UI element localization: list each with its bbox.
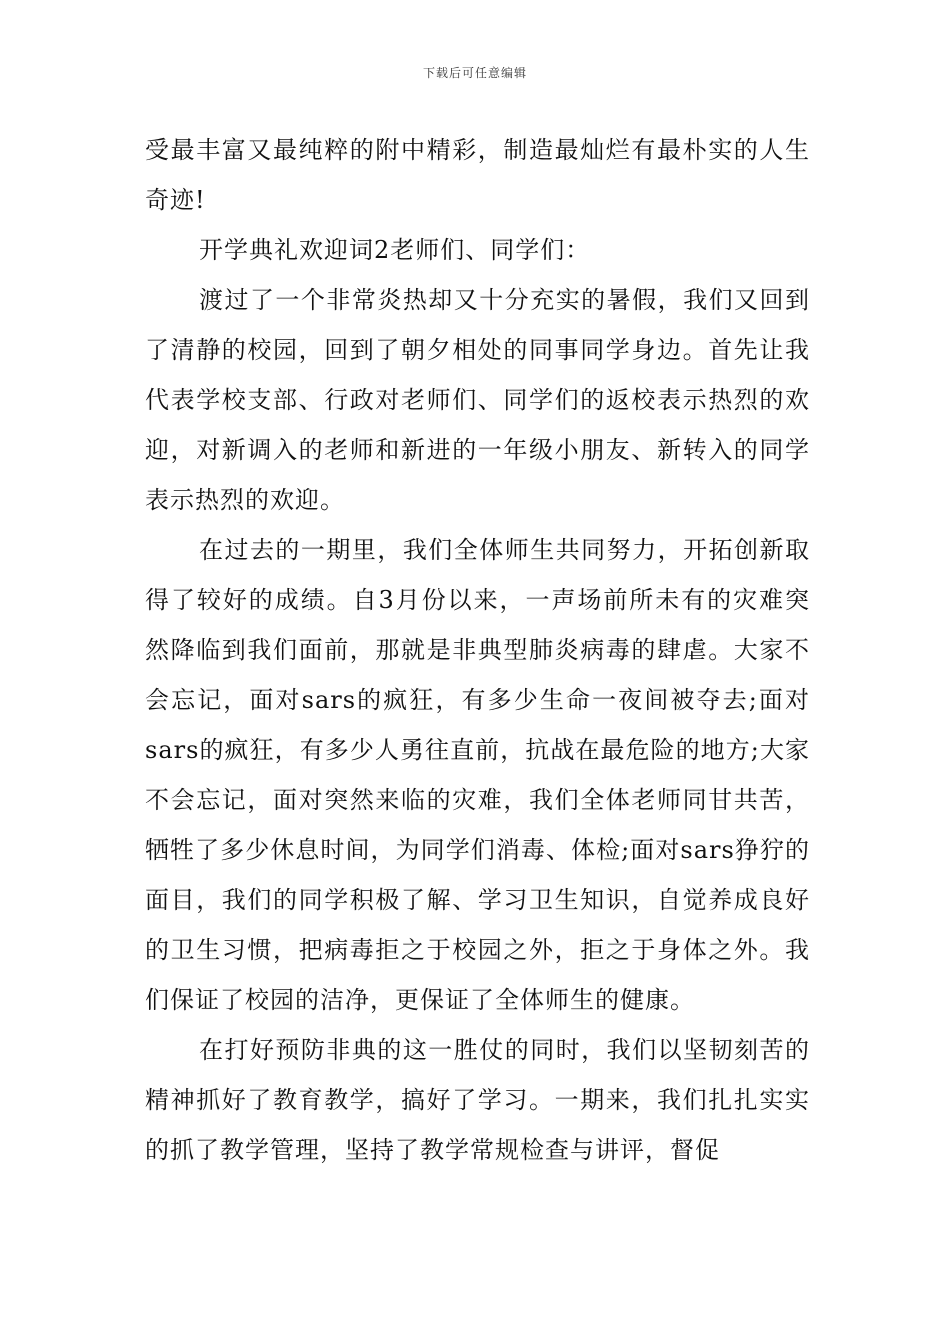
paragraph: 在过去的一期里，我们全体师生共同努力，开拓创新取得了较好的成绩。自3月份以来，一声场前所未有的灾难突然降临到我们面前，那就是非典型肺炎病毒的肆虐。大家不会忘记，面对sars的疯狂，有多少生命一夜间被夺去;面对sars的疯狂，有多少人勇往直前，抗战在最危险的地方;大家不会忘记，面对突然来临的灾难，我们全体老师同甘共苦，牺牲了多少休息时间，为同学们消毒、体检;面对sars狰狞的面目，我们的同学积极了解、学习卫生知识，自觉养成良好的卫生习惯，把病毒拒之于校园之外，拒之于身体之外。我们保证了校园的洁净，更保证了全体师生的健康。 — [145, 536, 810, 1014]
paragraph: 在打好预防非典的这一胜仗的同时，我们以坚韧刻苦的精神抓好了教育教学，搞好了学习。一期来，我们扎扎实实的抓了教学管理，坚持了教学常规检查与讲评，督促 — [145, 1036, 810, 1164]
document-body — [145, 125, 810, 1175]
page-header: 下载后可任意编辑 — [422, 66, 527, 80]
paragraph: 渡过了一个非常炎热却又十分充实的暑假，我们又回到了清静的校园，回到了朝夕相处的同事同学身边。首先让我代表学校支部、行政对老师们、同学们的返校表示热烈的欢迎，对新调入的老师和新进的一年级小朋友、新转入的同学表示热烈的欢迎。 — [145, 286, 810, 514]
paragraph-heading: 开学典礼欢迎词2老师们、同学们： — [199, 236, 591, 264]
paragraph-continuation: 受最丰富又最纯粹的附中精彩，制造最灿烂有最朴实的人生奇迹! — [145, 136, 810, 214]
